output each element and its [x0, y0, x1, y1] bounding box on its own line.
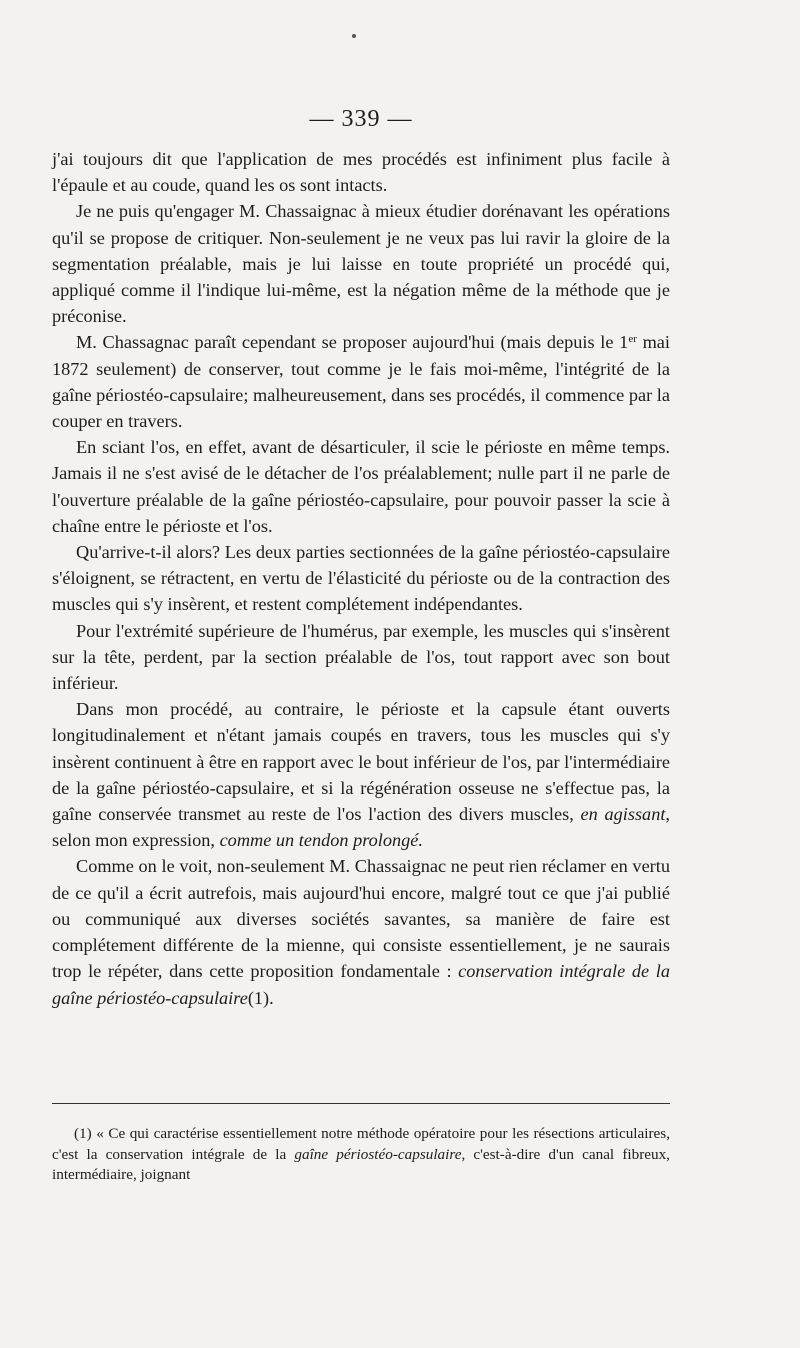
text-run: Comme on le voit, non-seulement M. Chassaignac ne peut rien réclamer en vertu de ce qu'il a écrit autrefois, mais aujourd'hui encore, malgré tout ce que j'ai publié ou communiqué aux diverses sociétés savantes, sa manière de faire est complétement différente de la mienne, qui consiste essentiellement, je ne saurais trop le répéter, dans cette proposition fondamentale :: [52, 856, 670, 982]
text-run: mai 1872 seulement) de conserver, tout comme je le fais moi-même, l'intégrité de la gaîne périostéo-capsulaire; malheureusement, dans ses procédés, il commence par la couper en travers.: [52, 332, 670, 432]
paragraph: [52, 329, 670, 434]
text-run: Dans mon procédé, au contraire, le périoste et la capsule étant ouverts longitudinalement et n'étant jamais coupés en travers, tous les muscles qui s'y insèrent continuent à être en rapport avec le bout inférieur de l'os, par l'intermédiaire de la gaîne périostéo-capsulaire, et si la régénération osseuse ne s'effectue pas, la gaîne conservée transmet au reste de l'os l'action des divers muscles,: [52, 699, 670, 825]
paragraph: [52, 853, 670, 1010]
text-run: , selon mon expression,: [52, 804, 670, 851]
print-speck: [352, 34, 356, 38]
superscript: er: [628, 333, 637, 346]
text-run: M. Chassagnac paraît cependant se proposer aujourd'hui (mais depuis le 1: [76, 332, 629, 353]
paragraph: [52, 696, 670, 853]
paragraph: En sciant l'os, en effet, avant de désarticuler, il scie le périoste en même temps. Jamais il ne s'est avisé de le détacher de l'os préalablement; nulle part il ne parle de l'ouverture préalable de la gaîne périostéo-capsulaire, pour pouvoir passer la scie à chaîne entre le périoste et l'os.: [52, 437, 670, 536]
italic-text: conservation intégrale de la gaîne périostéo-capsulaire: [52, 961, 670, 1008]
footnote-reference: (1).: [247, 987, 274, 1008]
footnote: [52, 1124, 670, 1186]
italic-text: gaîne périostéo-capsulaire: [294, 1145, 462, 1163]
paragraph: Je ne puis qu'engager M. Chassaignac à mieux étudier dorénavant les opérations qu'il se propose de critiquer. Non-seulement je ne veux pas lui ravir la gloire de la segmentation préalable, mais je lui laisse en toute propriété un procédé qui, appliqué comme il l'indique lui-même, est la négation même de la méthode que je préconise.: [52, 201, 670, 327]
main-text: [52, 146, 670, 1011]
text-run: , c'est-à-dire d'un canal fibreux, intermédiaire, joignant: [52, 1145, 670, 1183]
footnote-separator: [52, 1103, 670, 1104]
paragraph: Pour l'extrémité supérieure de l'humérus, par exemple, les muscles qui s'insèrent sur la tête, perdent, par la section préalable de l'os, tout rapport avec son bout inférieur.: [52, 620, 670, 694]
italic-text: comme un tendon prolongé.: [219, 830, 423, 851]
paragraph: Qu'arrive-t-il alors? Les deux parties sectionnées de la gaîne périostéo-capsulaire s'éloignent, se rétractent, en vertu de l'élasticité du périoste ou de la contraction des muscles qui s'y insèrent, et restent complétement indépendantes.: [52, 542, 670, 615]
paragraph-continued: j'ai toujours dit que l'application de mes procédés est infiniment plus facile à l'épaule et au coude, quand les os sont intacts.: [52, 149, 670, 196]
page-number: — 339 —: [309, 106, 413, 132]
footnote-text: [52, 1124, 670, 1186]
text-run: (1) « Ce qui caractérise essentiellement notre méthode opératoire pour les résections articulaires, c'est la conservation intégrale de la: [52, 1125, 670, 1163]
italic-text: en agissant: [580, 804, 666, 825]
